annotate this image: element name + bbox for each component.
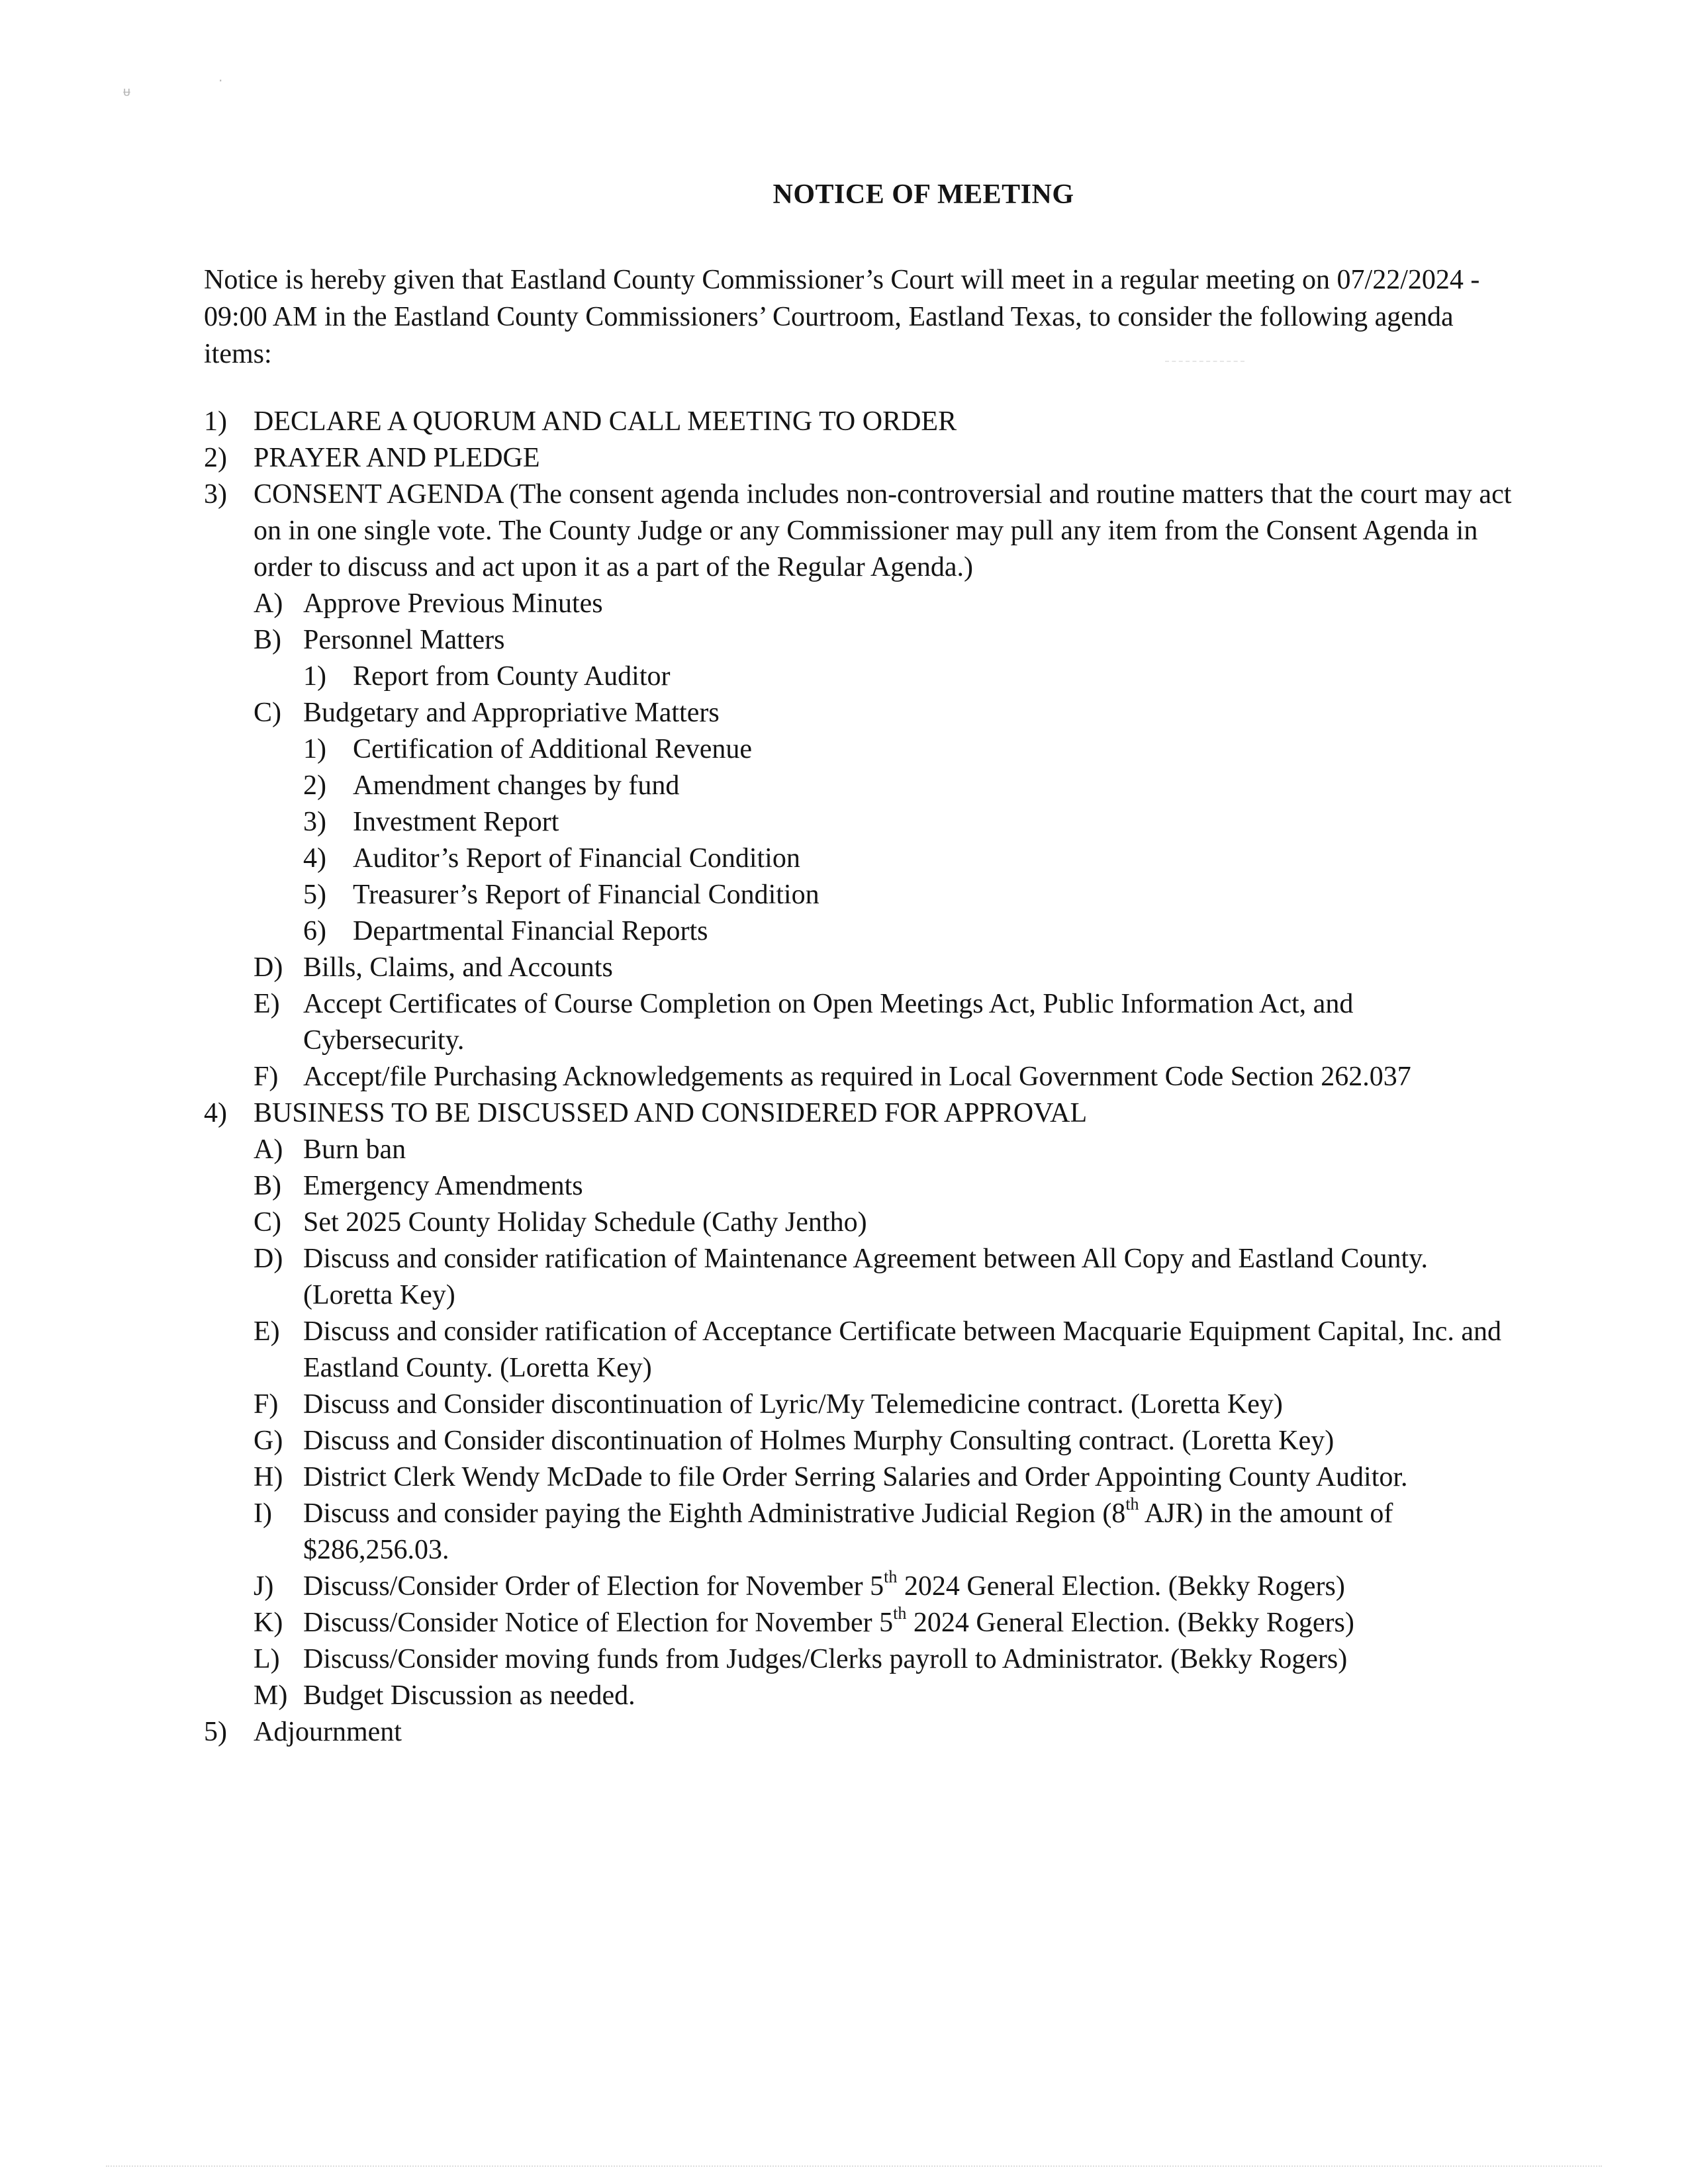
agenda-subitem bbox=[254, 586, 1515, 622]
agenda-subsubitem bbox=[303, 768, 1515, 804]
agenda-subitem bbox=[254, 950, 1515, 986]
agenda-item-number: F) bbox=[254, 1062, 279, 1092]
agenda-item-number: 4) bbox=[204, 1098, 227, 1128]
agenda-subitem bbox=[254, 1059, 1515, 1095]
agenda-item-text: Emergency Amendments bbox=[303, 1171, 583, 1201]
agenda-subitem bbox=[254, 622, 1515, 659]
agenda-item bbox=[204, 1095, 1515, 1132]
agenda-subsubitem bbox=[303, 659, 1515, 695]
agenda-item-text: Report from County Auditor bbox=[353, 661, 671, 692]
agenda-item-text: Approve Previous Minutes bbox=[303, 588, 603, 619]
agenda-item-text: Discuss/Consider moving funds from Judges/Clerks payroll to Administrator. (Bekky Rogers) bbox=[303, 1644, 1348, 1674]
agenda-item-number: K) bbox=[254, 1608, 283, 1638]
agenda-subitem bbox=[254, 1314, 1515, 1387]
agenda-item-number: F) bbox=[254, 1389, 279, 1420]
agenda-subitem bbox=[254, 1641, 1515, 1678]
meeting-notice-paragraph: Notice is hereby given that Eastland County Commissioner’s Court will meet in a regular meeting on 07/22/2024 - 09:00 AM in the Eastland County Commissioners’ Courtroom, Eastland Texas, to consider the following agenda items: bbox=[204, 265, 1480, 369]
agenda-subsubitem bbox=[303, 804, 1515, 841]
agenda-item-number: J) bbox=[254, 1571, 274, 1602]
agenda-subitem bbox=[254, 1205, 1515, 1241]
agenda-item bbox=[204, 404, 1515, 440]
agenda-subsubitem bbox=[303, 841, 1515, 877]
agenda-item-number: B) bbox=[254, 625, 281, 655]
agenda-item-number: 2) bbox=[204, 443, 227, 473]
agenda-item-number: E) bbox=[254, 1316, 280, 1347]
agenda-item-text-part: 2024 General Election. (Bekky Rogers) bbox=[906, 1608, 1354, 1638]
agenda-item-text: Burn ban bbox=[303, 1134, 406, 1165]
agenda-subitem bbox=[254, 1423, 1515, 1459]
agenda-item-text: Discuss and consider ratification of Acceptance Certificate between Macquarie Equipment Capital, Inc. and Eastland County. (Loretta Key) bbox=[303, 1316, 1501, 1383]
agenda-subitem bbox=[254, 695, 1515, 731]
agenda-item-number: M) bbox=[254, 1680, 288, 1711]
agenda-item-text: Discuss and consider ratification of Maintenance Agreement between All Copy and Eastland County. (Loretta Key) bbox=[303, 1244, 1428, 1310]
agenda-item bbox=[204, 440, 1515, 477]
agenda-item-text: Certification of Additional Revenue bbox=[353, 734, 753, 764]
agenda-item bbox=[204, 477, 1515, 586]
agenda-item-text: Discuss and Consider discontinuation of Holmes Murphy Consulting contract. (Loretta Key) bbox=[303, 1426, 1335, 1456]
agenda-item-number: 5) bbox=[204, 1717, 227, 1747]
page-title: NOTICE OF MEETING bbox=[773, 179, 1074, 210]
agenda-item-number: H) bbox=[254, 1462, 283, 1492]
agenda-subsubitem bbox=[303, 731, 1515, 768]
agenda-item-text: Set 2025 County Holiday Schedule (Cathy Jentho) bbox=[303, 1207, 867, 1238]
agenda-item-number: 5) bbox=[303, 880, 326, 910]
agenda-item-text: Budgetary and Appropriative Matters bbox=[303, 698, 720, 728]
agenda-subsubitem bbox=[303, 913, 1515, 950]
agenda-item-text bbox=[303, 1496, 1515, 1569]
agenda-item-text: Accept Certificates of Course Completion on Open Meetings Act, Public Information Act, and Cybersecurity. bbox=[303, 989, 1354, 1056]
agenda-item-text: Discuss and Consider discontinuation of Lyric/My Telemedicine contract. (Loretta Key) bbox=[303, 1389, 1283, 1420]
agenda-item-number: 4) bbox=[303, 843, 326, 874]
agenda-item-text-part: 2024 General Election. (Bekky Rogers) bbox=[897, 1571, 1345, 1602]
agenda-item-number: D) bbox=[254, 1244, 283, 1274]
agenda-item-number: 2) bbox=[303, 770, 326, 801]
agenda-item-text bbox=[303, 1605, 1515, 1641]
agenda-item-number: G) bbox=[254, 1426, 283, 1456]
agenda-subitem bbox=[254, 1678, 1515, 1714]
agenda-item-text-part: Discuss and consider paying the Eighth Administrative Judicial Region (8 bbox=[303, 1498, 1126, 1529]
agenda-subitem bbox=[254, 1496, 1515, 1569]
agenda-item-text: Amendment changes by fund bbox=[353, 770, 680, 801]
agenda-item-text-part: Discuss/Consider Order of Election for November 5 bbox=[303, 1571, 884, 1602]
agenda-item-text: Bills, Claims, and Accounts bbox=[303, 952, 613, 983]
agenda-subitem bbox=[254, 986, 1515, 1059]
agenda-item-text-part: Discuss/Consider Notice of Election for November 5 bbox=[303, 1608, 894, 1638]
scan-edge-line bbox=[106, 2165, 1602, 2167]
agenda-item-number: 6) bbox=[303, 916, 326, 946]
agenda-item-text-part: AJR) in the amount of $286,256.03. bbox=[303, 1498, 1393, 1565]
agenda-item-text: Auditor’s Report of Financial Condition bbox=[353, 843, 800, 874]
agenda-item-text: BUSINESS TO BE DISCUSSED AND CONSIDERED FOR APPROVAL bbox=[254, 1098, 1088, 1128]
agenda-list bbox=[204, 404, 1515, 1751]
ordinal-superscript: th bbox=[1125, 1494, 1139, 1514]
agenda-subitem bbox=[254, 1605, 1515, 1641]
agenda-item-text: Personnel Matters bbox=[303, 625, 505, 655]
agenda-item-text: Departmental Financial Reports bbox=[353, 916, 708, 946]
ordinal-superscript: th bbox=[884, 1567, 898, 1586]
scan-speck: · bbox=[218, 73, 223, 89]
agenda-item-number: 1) bbox=[303, 734, 326, 764]
agenda-item-text: Treasurer’s Report of Financial Condition bbox=[353, 880, 820, 910]
agenda-subsubitem bbox=[303, 877, 1515, 913]
agenda-item-text: PRAYER AND PLEDGE bbox=[254, 443, 540, 473]
agenda-item-number: C) bbox=[254, 698, 281, 728]
agenda-item-number: 1) bbox=[303, 661, 326, 692]
agenda-item-number: C) bbox=[254, 1207, 281, 1238]
agenda-item-text: Adjournment bbox=[254, 1717, 402, 1747]
agenda-item-text bbox=[303, 1569, 1515, 1605]
agenda-subitem bbox=[254, 1132, 1515, 1168]
agenda-item-number: 3) bbox=[204, 479, 227, 510]
ordinal-superscript: th bbox=[893, 1604, 907, 1623]
agenda-item bbox=[204, 1714, 1515, 1751]
scan-speck: ᵾ bbox=[123, 83, 130, 99]
agenda-subitem bbox=[254, 1168, 1515, 1205]
agenda-item-number: 3) bbox=[303, 807, 326, 837]
agenda-item-number: L) bbox=[254, 1644, 280, 1674]
agenda-subitem bbox=[254, 1569, 1515, 1605]
agenda-item-number: 1) bbox=[204, 406, 227, 437]
agenda-subitem bbox=[254, 1387, 1515, 1423]
agenda-item-number: A) bbox=[254, 588, 283, 619]
agenda-item-number: B) bbox=[254, 1171, 281, 1201]
agenda-subitem bbox=[254, 1241, 1515, 1314]
agenda-item-number: E) bbox=[254, 989, 280, 1019]
agenda-item-number: D) bbox=[254, 952, 283, 983]
agenda-item-number: A) bbox=[254, 1134, 283, 1165]
agenda-item-text: DECLARE A QUORUM AND CALL MEETING TO ORDER bbox=[254, 406, 957, 437]
agenda-item-text: Budget Discussion as needed. bbox=[303, 1680, 635, 1711]
agenda-item-text: District Clerk Wendy McDade to file Order Serring Salaries and Order Appointing County Auditor. bbox=[303, 1462, 1408, 1492]
agenda-item-number: I) bbox=[254, 1498, 272, 1529]
agenda-item-text: CONSENT AGENDA (The consent agenda includes non-controversial and routine matters that the court may act on in one single vote. The County Judge or any Commissioner may pull any item from the Consent Agenda in order to discuss and act upon it as a part of the Regular Agenda.) bbox=[254, 479, 1512, 582]
agenda-subitem bbox=[254, 1459, 1515, 1496]
agenda-item-text: Investment Report bbox=[353, 807, 559, 837]
agenda-item-text: Accept/file Purchasing Acknowledgements as required in Local Government Code Section 262.037 bbox=[303, 1062, 1411, 1092]
